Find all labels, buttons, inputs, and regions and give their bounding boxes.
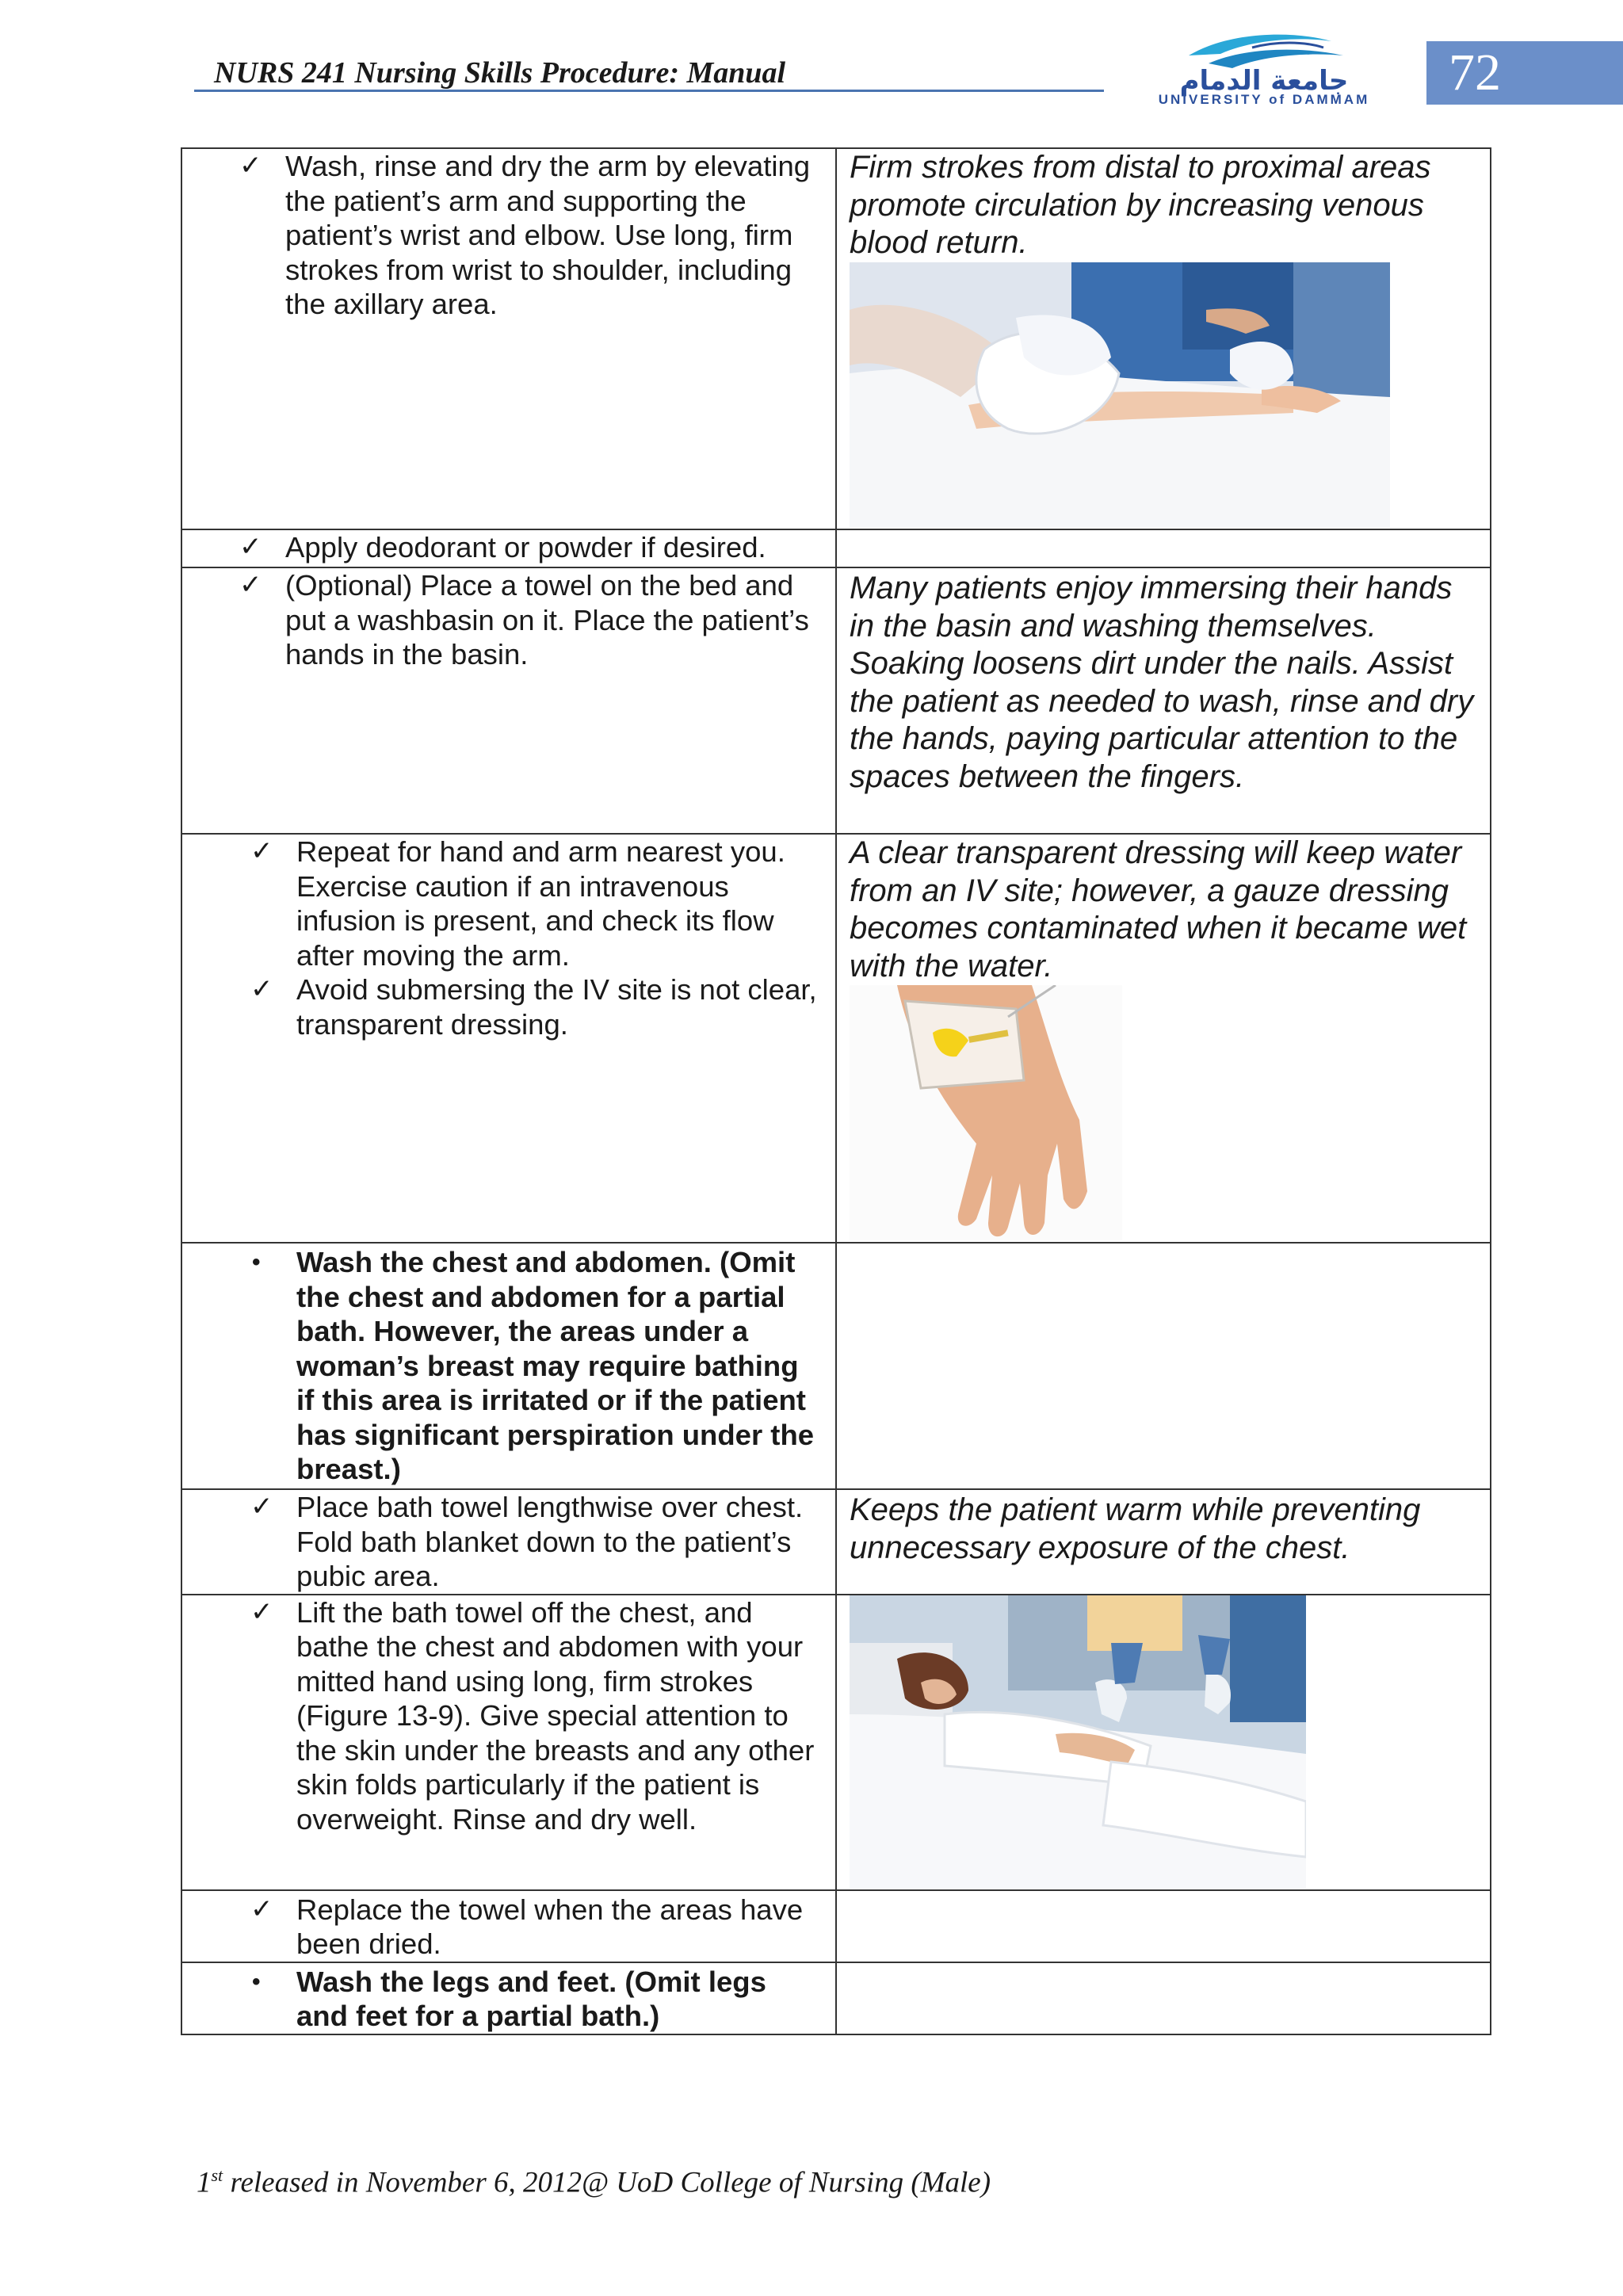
step-text: Replace the towel when the areas have been dried. [296, 1893, 804, 1960]
rationale-cell [836, 529, 1491, 567]
rationale-cell [836, 834, 1491, 1243]
step-item [182, 1965, 835, 2034]
table-row [181, 148, 1491, 529]
table-row [181, 834, 1491, 1243]
iv-dressing-hand-photo [850, 985, 1122, 1240]
step-text: Wash the chest and abdomen. (Omit the chest and abdomen for a partial bath. However, the areas under a woman’s breast may require bathing if this area is irritated or if the patient has significant perspiration under the breast.) [296, 1246, 815, 1485]
step-text: Apply deodorant or powder if desired. [285, 531, 766, 563]
rationale-cell [836, 1890, 1491, 1962]
checkmark-icon: ✓ [250, 1595, 273, 1628]
checkmark-icon: ✓ [250, 1893, 273, 1925]
step-text: (Optional) Place a towel on the bed and put a washbasin on it. Place the patient’s hands in the basin. [285, 569, 809, 670]
rationale-text: Firm strokes from distal to proximal areas promote circulation by increasing venous blood return. [850, 150, 1431, 260]
step-item [182, 1245, 835, 1487]
university-logo [1133, 24, 1395, 111]
step-text: Wash the legs and feet. (Omit legs and feet for a partial bath.) [296, 1965, 766, 2032]
checkmark-icon: ✓ [250, 835, 273, 867]
logo-english-text: UNIVERSITY of DAMMAM [1158, 92, 1370, 107]
step-text: Wash, rinse and dry the arm by elevating the patient’s arm and supporting the patient’s wrist and elbow. Use long, firm strokes from wrist to shoulder, including the axillary area. [285, 150, 811, 320]
step-text: Avoid submersing the IV site is not clear, transparent dressing. [296, 973, 817, 1041]
table-row [181, 1243, 1491, 1489]
step-cell [181, 1595, 836, 1890]
checkmark-icon: ✓ [239, 569, 262, 601]
rationale-text: A clear transparent dressing will keep water from an IV site; however, a gauze dressing becomes contaminated when it became wet with the water. [850, 835, 1467, 984]
page-footer [197, 2165, 991, 2199]
step-cell [181, 529, 836, 567]
step-item [182, 1893, 835, 1962]
washing-arm-photo [850, 262, 1390, 527]
table-row [181, 1595, 1491, 1890]
step-cell [181, 1962, 836, 2034]
table-row [181, 1890, 1491, 1962]
step-cell [181, 567, 836, 834]
step-item [182, 972, 835, 1041]
step-item [182, 568, 835, 672]
step-cell [181, 834, 836, 1243]
header-rule [194, 90, 1104, 92]
rationale-text: Many patients enjoy immersing their hands in the basin and washing themselves. Soaking loosens dirt under the nails. Assist the patient as needed to wash, rinse and dry the hands, paying particular attention to the spaces between the fingers. [850, 571, 1474, 794]
step-cell [181, 1489, 836, 1595]
footer-ordinal-suffix: st [211, 2165, 223, 2185]
rationale-cell [836, 1489, 1491, 1595]
step-cell [181, 1243, 836, 1489]
table-row [181, 1489, 1491, 1595]
table-row [181, 529, 1491, 567]
checkmark-icon: ✓ [250, 973, 273, 1005]
table-row [181, 1962, 1491, 2034]
rationale-cell [836, 1595, 1491, 1890]
procedure-table [181, 147, 1491, 2035]
chest-bathing-photo [850, 1595, 1306, 1889]
step-text: Place bath towel lengthwise over chest. Fold bath blanket down to the patient’s pubic area. [296, 1491, 804, 1592]
checkmark-icon: ✓ [250, 1491, 273, 1522]
bullet-icon: • [252, 1968, 261, 1995]
bullet-icon: • [252, 1249, 261, 1275]
rationale-cell [836, 1962, 1491, 2034]
step-item [182, 1490, 835, 1594]
rationale-cell [836, 148, 1491, 529]
checkmark-icon: ✓ [239, 531, 262, 563]
step-item [182, 1595, 835, 1837]
rationale-cell [836, 1243, 1491, 1489]
footer-ordinal: 1 [197, 2166, 212, 2199]
checkmark-icon: ✓ [239, 150, 262, 181]
rationale-cell [836, 567, 1491, 834]
rationale-text: Keeps the patient warm while preventing unnecessary exposure of the chest. [850, 1492, 1421, 1565]
page-number: 72 [1449, 44, 1501, 101]
step-item [182, 149, 835, 322]
page-number-box [1426, 41, 1623, 105]
step-cell [181, 1890, 836, 1962]
footer-text: released in November 6, 2012@ UoD College of Nursing (Male) [223, 2166, 991, 2199]
document-title: NURS 241 Nursing Skills Procedure: Manual [214, 56, 786, 90]
step-text: Lift the bath towel off the chest, and bathe the chest and abdomen with your mitted hand using long, firm strokes (Figure 13-9). Give special attention to the skin under the breasts and any other skin folds particularly if the patient is overweight. Rinse and dry well. [296, 1595, 815, 1836]
logo-arabic-text: جامعة الدمام [1179, 65, 1349, 97]
step-text: Repeat for hand and arm nearest you. Exercise caution if an intravenous infusion is present, and check its flow after moving the arm. [296, 835, 785, 972]
table-row [181, 567, 1491, 834]
step-item [182, 835, 835, 972]
step-item [182, 530, 835, 565]
step-cell [181, 148, 836, 529]
